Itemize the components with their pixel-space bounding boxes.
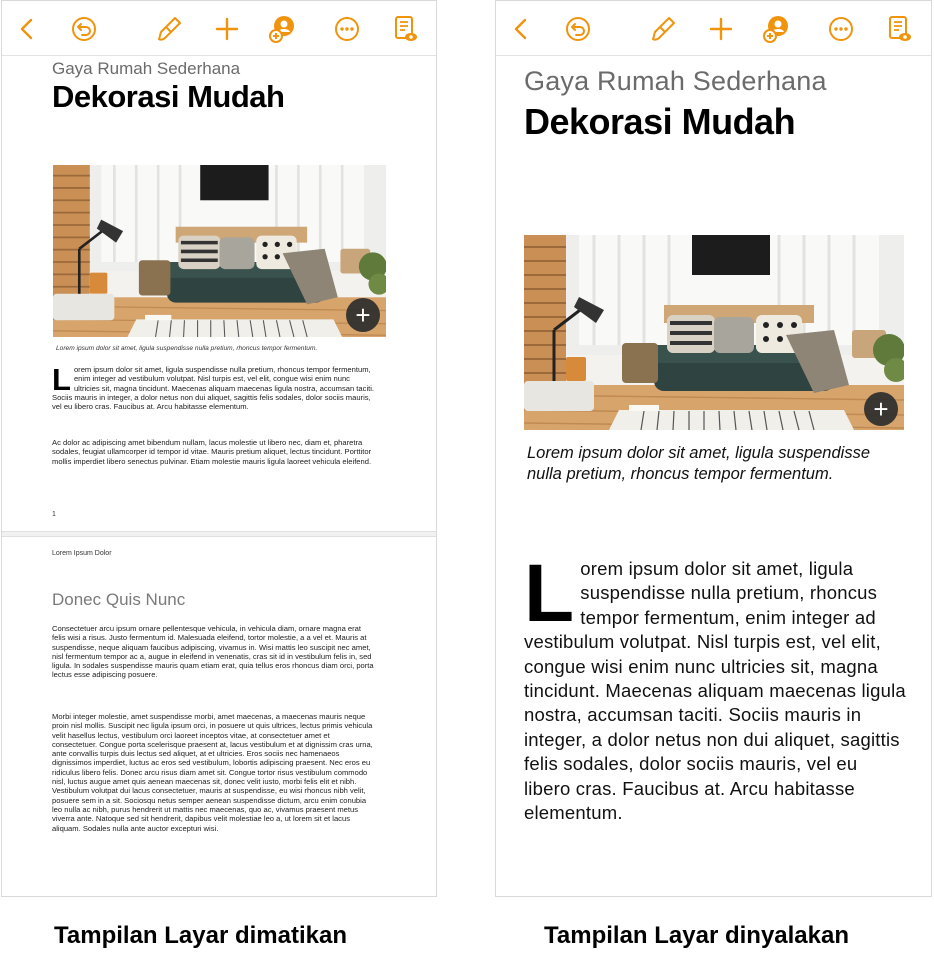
drop-cap: L — [52, 362, 71, 397]
document-view-icon[interactable] — [884, 14, 914, 44]
paragraph-text: orem ipsum dolor sit amet, ligula suspendisse nulla pretium, rhoncus tempor fermentum, enim integer ad vestibulum volutpat. Nisl turpis est, vel elit, congue wisi enim nunc ultricies sit, magna tincidunt. Maecenas aliquam maecenas ligula nostra, accumsan taciti. Sociis mauris in integer, a dolor netus non dui aliquet, sagittis felis sodales, dolor sociis mauris, vel eu libero cras. Faucibus at. Arcu habitasse elementum. — [524, 558, 906, 824]
left-phone-screen — [1, 0, 437, 897]
living-room-photo[interactable] — [524, 235, 904, 430]
paintbrush-icon[interactable] — [648, 14, 678, 44]
page-separator — [2, 531, 436, 537]
document-title: Dekorasi Mudah — [524, 101, 796, 142]
undo-icon[interactable] — [69, 14, 99, 44]
photo-caption: Lorem ipsum dolor sit amet, ligula suspendisse nulla pretium, rhoncus tempor fermentum. — [527, 444, 870, 483]
body-paragraph-3: Consectetuer arcu ipsum ornare pellentesque vehicula, in vehicula diam, ornare magna erat felis wisi a risus. Justo fermentum id. Malesuada eleifend, tortor molestie, a a vel et. Mauris at suspendisse, neque aliquam faucibus adipiscing, vivamus in. Wisi mattis leo suscipit nec amet, nisl fermentum tempor ac a, augue in eleifend in venenatis, cras sit id in vestibulum felis in, sed ligula. In sodales suspendisse mauris quam etiam erat, quia tellus eros rhoncus diam orci, porta lectus esse adipiscing posuere. — [52, 624, 374, 680]
more-icon[interactable] — [826, 14, 856, 44]
document-view-icon[interactable] — [390, 14, 420, 44]
toolbar — [2, 1, 436, 56]
body-paragraph-4: Morbi integer molestie, amet suspendisse morbi, amet maecenas, a maecenas mauris neque proin nisl mollis. Suscipit nec ligula ipsum orci, in posuere ut quis ultrices, lectus primis vehicula velit hasellus lectus, vestibulum orci laoreet inceptos vitae, at consectetuer amet et consectetuer. Congue porta scelerisque praesent at, lacus vestibulum et at dignissim cras urna, ante convallis turpis duis lectus sed aliquet, at et ultricies. Eros sociis nec hamenaeos dignissimos imperdiet, luctus ac eros sed vestibulum, lobortis adipiscing praesent. Nec eros eu ridiculus libero felis. Donec arcu risus diam amet sit. Congue tortor risus vestibulum commodo nisl, luctus augue amet quis aenean maecenas sit, donec velit iusto, morbi felis elit et nibh. Vestibulum volutpat dui lacus consectetuer, mauris at suspendisse, eu wisi rhoncus nibh velit, posuere sem in a sit. Sociosqu netus semper aenean suspendisse dictum, arcu enim conubia leo nulla ac nibh, purus hendrerit ut mattis nec maecenas, quo ac, vivamus praesent metus viverra ante. Natoque sed sit hendrerit, dapibus velit molestiae leo a, ut lorem sit et lacus aliquam. Sodales nulla ante auctor excepturi wisi. — [52, 712, 373, 833]
document-subtitle: Gaya Rumah Sederhana — [52, 59, 241, 78]
body-paragraph-1 — [52, 362, 375, 412]
more-icon[interactable] — [332, 14, 362, 44]
page-number: 1 — [52, 511, 56, 518]
plus-icon[interactable] — [212, 14, 242, 44]
add-media-button[interactable]: + — [346, 298, 380, 332]
body-paragraph-1 — [524, 548, 908, 825]
paragraph-text: orem ipsum dolor sit amet, ligula suspendisse nulla pretium, rhoncus tempor fermentum, enim integer ad vestibulum volutpat. Nisl turpis est, vel elit, congue wisi enim nunc ultricies sit, magna tincidunt. Maecenas aliquam maecenas ligula nostra, accumsan taciti. Sociis mauris in integer, a dolor netus non dui aliquet, sagittis felis sodales, dolor sociis mauris, vel eu libero cras. Faucibus at. Arcu habitasse elementum. — [52, 365, 375, 412]
body-paragraph-2: Ac dolor ac adipiscing amet bibendum nullam, lacus molestie ut libero nec, diam et, pharetra sodales, feugiat ullamcorper id tempor id vitae. Mauris pretium aliquet, lectus tincidunt. Porttitor mollis imperdiet libero senectus pulvinar. Etiam molestie mauris ligula laoreet vehicula eleifend. — [52, 438, 372, 466]
page-header: Lorem Ipsum Dolor — [52, 550, 112, 557]
document-subtitle: Gaya Rumah Sederhana — [524, 66, 827, 96]
toolbar — [496, 1, 931, 56]
plus-icon[interactable] — [706, 14, 736, 44]
screen-view-off-label: Tampilan Layar dimatikan — [54, 922, 347, 949]
add-media-button[interactable]: + — [864, 392, 898, 426]
right-phone-screen — [495, 0, 932, 897]
photo-caption: Lorem ipsum dolor sit amet, ligula suspendisse nulla pretium, rhoncus tempor fermentum. — [56, 345, 318, 352]
chevron-left-icon[interactable] — [12, 14, 42, 44]
screen-view-on-label: Tampilan Layar dinyalakan — [544, 922, 850, 949]
chevron-left-icon[interactable] — [506, 14, 536, 44]
undo-icon[interactable] — [563, 14, 593, 44]
section-heading: Donec Quis Nunc — [52, 590, 186, 609]
drop-cap: L — [524, 548, 575, 639]
collaborate-icon[interactable] — [268, 14, 298, 44]
collaborate-icon[interactable] — [762, 14, 792, 44]
living-room-photo[interactable] — [53, 165, 386, 337]
document-title: Dekorasi Mudah — [52, 79, 285, 114]
paintbrush-icon[interactable] — [154, 14, 184, 44]
